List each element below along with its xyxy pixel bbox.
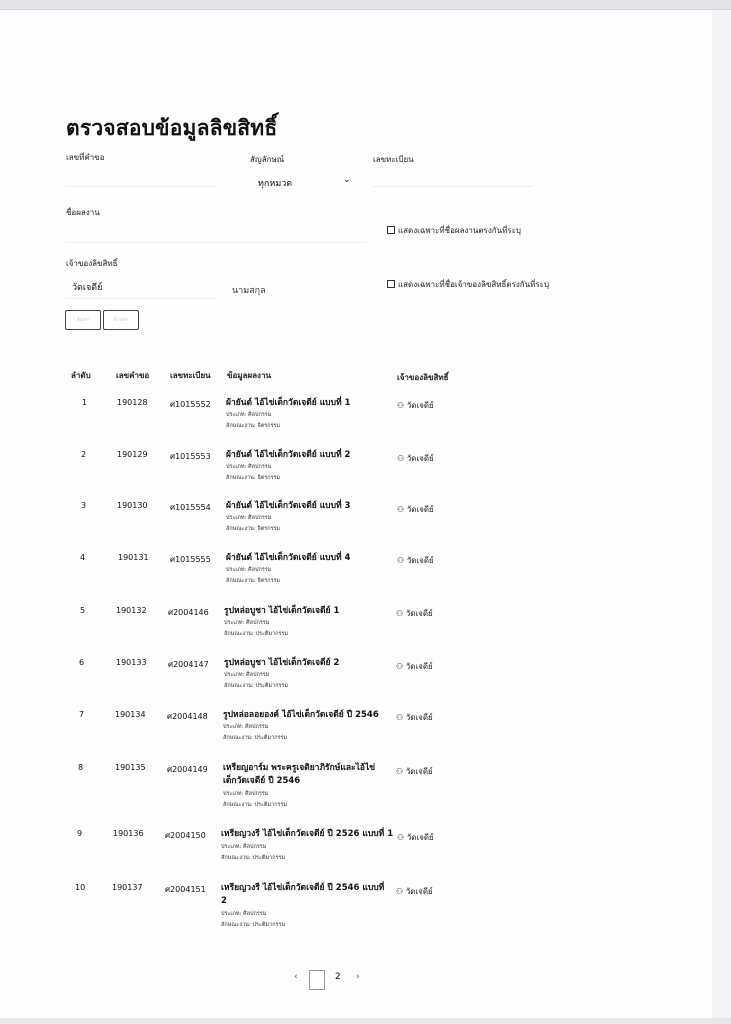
exact-owner-label: แสดงเฉพาะที่ชื่อเจ้าของลิขสิทธิ์ตรงกันที่ระบุ [398,280,550,289]
work-title[interactable]: ผ้ายันต์ ไอ้ไข่เด็กวัดเจดีย์ แบบที่ 4 [226,553,351,563]
user-icon: ⚇ [397,454,407,463]
row-number: 5 [80,606,86,615]
row-number: 10 [75,883,86,892]
search-button[interactable]: ค้นหา [65,310,101,330]
work-nature: ลักษณะงาน: จิตรกรรม [226,578,281,584]
work-title[interactable]: ผ้ายันต์ ไอ้ไข่เด็กวัดเจดีย์ แบบที่ 1 [226,398,351,408]
request-no: 190132 [116,606,147,615]
col-header-work: ข้อมูลผลงาน [227,371,271,380]
owner-cell[interactable] [396,660,433,673]
page-1-button[interactable] [309,970,325,990]
work-nature: ลักษณะงาน: จิตรกรรม [226,526,281,532]
work-type: ประเภท: ศิลปกรรม [221,844,267,850]
page-1-label: 1 [313,973,319,983]
work-nature: ลักษณะงาน: ประติมากรรม [224,631,289,637]
work-nature: ลักษณะงาน: ประติมากรรม [223,735,288,741]
owner-cell[interactable] [397,831,434,844]
bottom-edge [0,1018,731,1024]
registration-no: ศ2004150 [165,831,206,840]
owner-name: วัดเจดีย์ [406,556,434,565]
registration-no: ศ2004146 [168,608,209,617]
row-number: 3 [81,501,87,510]
col-header-request: เลขคำขอ [116,371,150,380]
work-title[interactable]: ผ้ายันต์ ไอ้ไข่เด็กวัดเจดีย์ แบบที่ 3 [226,501,351,511]
owner-name: วัดเจดีย์ [405,662,433,671]
request-no: 190133 [116,658,147,667]
owner-name: วัดเจดีย์ [406,505,434,514]
registration-no: ศ1015554 [170,503,211,512]
col-header-registration: เลขทะเบียน [170,371,211,380]
work-type: ประเภท: ศิลปกรรม [221,911,267,917]
top-bar [0,0,731,10]
chevron-down-icon[interactable]: ⌄ [343,175,351,185]
prev-page-button[interactable]: ‹ [294,972,298,982]
owner-name: วัดเจดีย์ [405,767,433,776]
work-nature: ลักษณะงาน: ประติมากรรม [221,855,286,861]
user-icon: ⚇ [397,556,407,565]
exact-owner-checkbox[interactable] [387,278,549,291]
owner-name: วัดเจดีย์ [405,887,433,896]
work-name-label: ชื่อผลงาน [66,208,100,217]
registration-label: เลขทะเบียน [373,155,414,164]
owner-cell[interactable] [397,503,434,516]
work-type: ประเภท: ศิลปกรรม [226,567,272,573]
registration-no: ศ2004149 [167,765,208,774]
request-no-input[interactable] [66,186,216,187]
scanned-page [0,10,712,1020]
user-icon: ⚇ [397,505,407,514]
work-title[interactable]: เหรียญวงรี ไอ้ไข่เด็กวัดเจดีย์ ปี 2546 แบบที่ 2 [221,883,385,906]
row-number: 4 [80,553,86,562]
registration-no: ศ2004148 [167,712,208,721]
registration-no: ศ1015553 [170,452,211,461]
user-icon: ⚇ [396,767,406,776]
work-title[interactable]: เหรียญอาร์ม พระครูเจติยาภิรักษ์และไอ้ไข่เด็กวัดเจดีย์ ปี 2546 [223,763,376,786]
request-no: 190134 [115,710,146,719]
exact-work-checkbox[interactable] [387,224,521,237]
category-select[interactable] [258,176,292,190]
work-nature: ลักษณะงาน: ประติมากรรม [223,802,288,808]
owner-cell[interactable] [396,765,433,778]
col-header-owner: เจ้าของลิขสิทธิ์ [397,373,449,382]
work-name-input[interactable] [66,242,366,243]
category-label: สัญลักษณ์ [250,155,285,164]
owner-cell[interactable] [397,399,434,412]
work-nature: ลักษณะงาน: ประติมากรรม [221,922,286,928]
user-icon: ⚇ [397,833,407,842]
work-type: ประเภท: ศิลปกรรม [224,620,270,626]
request-no: 190130 [117,501,148,510]
owner-name: วัดเจดีย์ [405,609,433,618]
row-number: 6 [79,658,85,667]
request-no: 190137 [112,883,143,892]
checkbox-icon[interactable] [387,280,395,288]
work-type: ประเภท: ศิลปกรรม [226,412,272,418]
row-number: 7 [79,710,85,719]
work-title[interactable]: รูปหล่อบูชา ไอ้ไข่เด็กวัดเจดีย์ 2 [224,658,340,668]
page-2-button[interactable]: 2 [335,972,341,982]
work-type: ประเภท: ศิลปกรรม [226,464,272,470]
owner-label: เจ้าของลิขสิทธิ์ [66,259,118,268]
next-page-button[interactable]: › [356,972,360,982]
work-title[interactable]: เหรียญวงรี ไอ้ไข่เด็กวัดเจดีย์ ปี 2526 แบบที่ 1 [221,829,394,839]
owner-last-name-input[interactable]: นามสกุล [232,286,266,296]
user-icon: ⚇ [396,713,406,722]
col-header-no: ลำดับ [71,371,91,380]
row-number: 1 [82,398,88,407]
user-icon: ⚇ [396,609,406,618]
work-type: ประเภท: ศิลปกรรม [223,791,269,797]
user-icon: ⚇ [397,401,407,410]
work-title[interactable]: รูปหล่อลอยองค์ ไอ้ไข่เด็กวัดเจดีย์ ปี 2546 [223,710,379,720]
work-type: ประเภท: ศิลปกรรม [223,724,269,730]
registration-no: ศ1015552 [170,400,211,409]
row-number: 8 [78,763,84,772]
registration-no: ศ2004147 [168,660,209,669]
registration-no: ศ2004151 [165,885,206,894]
owner-name: วัดเจดีย์ [406,401,434,410]
user-icon: ⚇ [396,662,406,671]
work-nature: ลักษณะงาน: ประติมากรรม [224,683,289,689]
owner-name: วัดเจดีย์ [406,833,434,842]
work-title[interactable]: รูปหล่อบูชา ไอ้ไข่เด็กวัดเจดีย์ 1 [224,606,340,616]
request-no: 190128 [117,398,148,407]
registration-input[interactable] [373,186,533,187]
owner-first-name-underline [66,298,216,299]
page-edge [712,10,731,1020]
registration-no: ศ1015555 [170,555,211,564]
clear-button[interactable]: ล้างค่า [103,310,139,330]
owner-cell[interactable] [397,452,434,465]
owner-cell[interactable] [396,711,433,724]
work-title[interactable]: ผ้ายันต์ ไอ้ไข่เด็กวัดเจดีย์ แบบที่ 2 [226,450,351,460]
user-icon: ⚇ [396,887,406,896]
category-value: ทุกหมวด [258,179,293,189]
request-no-label: เลขที่คำขอ [66,153,105,162]
work-nature: ลักษณะงาน: จิตรกรรม [226,423,281,429]
request-no: 190131 [118,553,149,562]
work-type: ประเภท: ศิลปกรรม [226,515,272,521]
work-nature: ลักษณะงาน: จิตรกรรม [226,475,281,481]
request-no: 190136 [113,829,144,838]
row-number: 2 [81,450,87,459]
owner-name: วัดเจดีย์ [406,454,434,463]
owner-first-name-input[interactable]: วัดเจดีย์ [72,283,103,293]
page-title: ตรวจสอบข้อมูลลิขสิทธิ์ [66,116,278,140]
request-no: 190129 [117,450,148,459]
owner-name: วัดเจดีย์ [405,713,433,722]
owner-cell[interactable] [396,885,433,898]
owner-cell[interactable] [397,554,434,567]
work-type: ประเภท: ศิลปกรรม [224,672,270,678]
checkbox-icon[interactable] [387,226,395,234]
owner-cell[interactable] [396,607,433,620]
exact-work-label: แสดงเฉพาะที่ชื่อผลงานตรงกันที่ระบุ [398,226,522,235]
row-number: 9 [77,829,83,838]
request-no: 190135 [115,763,146,772]
